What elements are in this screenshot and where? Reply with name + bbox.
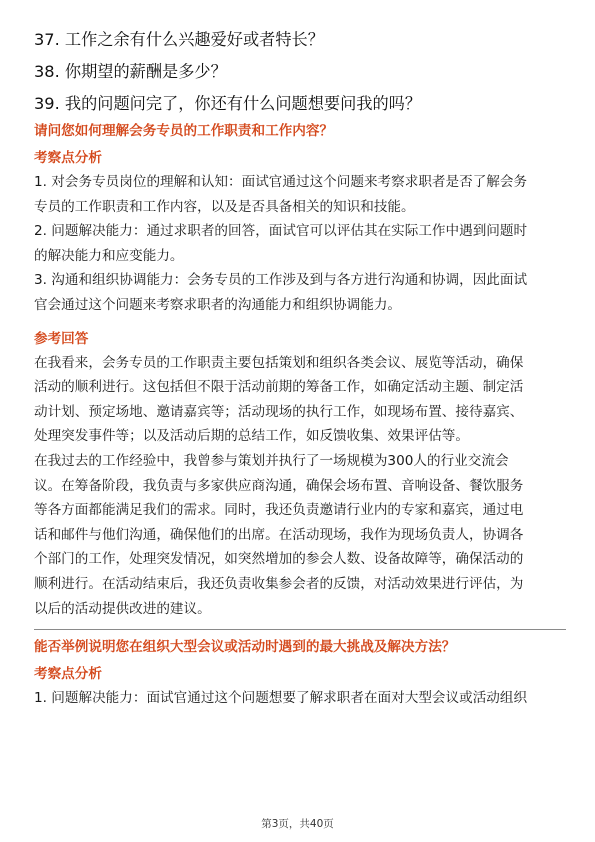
- answer-paragraph: [34, 449, 566, 621]
- text-line: 以后的活动提供改进的建议。: [34, 600, 211, 617]
- question-text: 你期望的薪酬是多少？: [64, 62, 227, 81]
- analysis-paragraph: [34, 686, 566, 711]
- text-line: 2. 问题解决能力：通过求职者的回答，面试官可以评估其在实际工作中遇到问题时: [34, 223, 528, 240]
- analysis-paragraph: [34, 219, 566, 268]
- text-line: 1. 问题解决能力：面试官通过这个问题想要了解求职者在面对大型会议或活动组织: [34, 690, 528, 707]
- text-line: 等各方面都能满足我们的需求。同时，我还负责邀请行业内的专家和嘉宾，通过电: [34, 502, 524, 519]
- question-number: 38.: [34, 62, 60, 81]
- question-number: 37.: [34, 30, 60, 49]
- qa-content: [34, 120, 566, 711]
- text-line: 话和邮件与他们沟通，确保他们的出席。在活动现场，我作为现场负责人，协调各: [34, 526, 524, 543]
- question-text: 我的问题问完了，你还有什么问题想要问我的吗？: [64, 94, 422, 113]
- text-line: 3. 沟通和组织协调能力：会务专员的工作涉及到与各方进行沟通和协调，因此面试: [34, 272, 528, 289]
- text-line: 在我看来，会务专员的工作职责主要包括策划和组织各类会议、展览等活动，确保: [34, 354, 524, 371]
- text-line: 顺利进行。在活动结束后，我还负责收集参会者的反馈，对活动效果进行评估，为: [34, 575, 524, 592]
- text-line: 的解决能力和应变能力。: [34, 247, 184, 264]
- text-line: 处理突发事件等；以及活动后期的总结工作，如反馈收集、效果评估等。: [34, 428, 469, 445]
- text-line: 个部门的工作，处理突发情况，如突然增加的参会人数、设备故障等，确保活动的: [34, 551, 524, 568]
- question-list: [34, 24, 564, 120]
- question-number: 39.: [34, 94, 60, 113]
- question-item: [34, 24, 564, 56]
- section-question-title: 能否举例说明您在组织大型会议或活动时遇到的最大挑战及解决方法？: [34, 639, 456, 656]
- answer-heading: 参考回答: [34, 330, 89, 347]
- analysis-heading: 考察点分析: [34, 150, 102, 166]
- question-item: [34, 88, 564, 120]
- text-line: 专员的工作职责和工作内容，以及是否具备相关的知识和技能。: [34, 198, 415, 215]
- text-line: 动计划、预定场地、邀请嘉宾等；活动现场的执行工作，如现场布置、接待嘉宾、: [34, 403, 524, 420]
- analysis-paragraph: [34, 268, 566, 317]
- text-line: 在我过去的工作经验中，我曾参与策划并执行了一场规模为300人的行业交流会: [34, 452, 509, 469]
- analysis-heading: 考察点分析: [34, 666, 102, 683]
- section-divider: [34, 629, 566, 630]
- section-question-title: 请问您如何理解会务专员的工作职责和工作内容？: [34, 123, 334, 139]
- question-item: [34, 56, 564, 88]
- analysis-paragraph: [34, 170, 566, 219]
- page-footer: 第3页，共40页: [261, 818, 334, 830]
- text-line: 1. 对会务专员岗位的理解和认知：面试官通过这个问题来考察求职者是否了解会务: [34, 174, 528, 190]
- text-line: 活动的顺利进行。这包括但不限于活动前期的筹备工作，如确定活动主题、制定活: [34, 379, 524, 396]
- text-line: 议。在筹备阶段，我负责与多家供应商沟通，确保会场布置、音响设备、餐饮服务: [34, 477, 524, 494]
- question-text: 工作之余有什么兴趣爱好或者特长？: [64, 30, 324, 49]
- text-line: 官会通过这个问题来考察求职者的沟通能力和组织协调能力。: [34, 296, 402, 313]
- answer-paragraph: [34, 351, 566, 449]
